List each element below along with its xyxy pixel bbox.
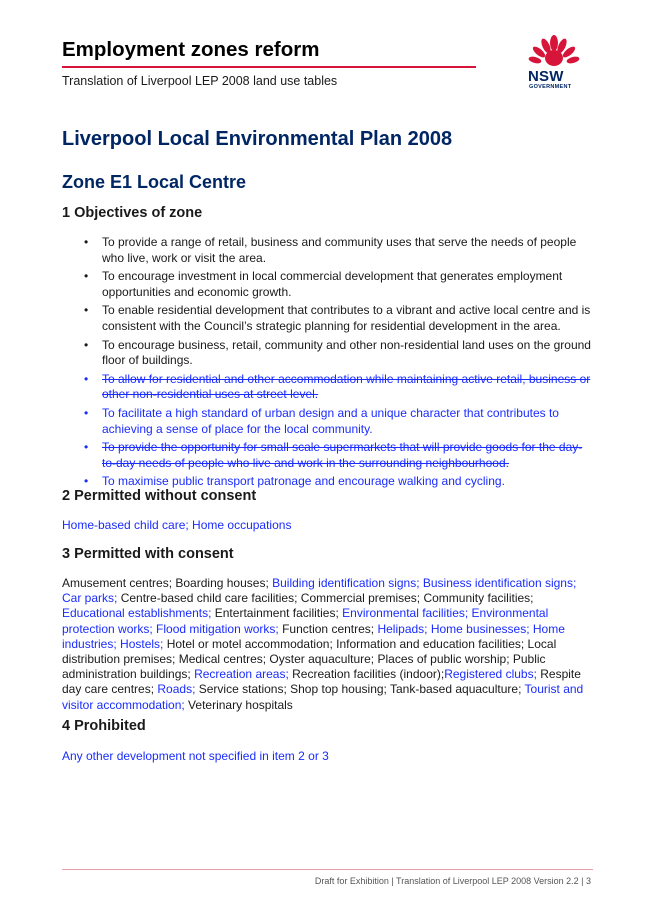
objective-item: • To enable residential development that contributes to a vibrant and active local centre and is consistent with the Council’s strategic planning for residential development in the area. [62, 303, 592, 334]
header-divider [62, 66, 476, 68]
objective-item: • To provide a range of retail, business and community uses that serve the needs of people who live, work or visit the area. [62, 235, 592, 266]
permitted-with-consent-heading: 3 Permitted with consent [62, 546, 234, 562]
use-list-segment-added: Helipads; Home businesses; Home industries; Hostels; [62, 621, 565, 651]
objective-item: • To encourage business, retail, community and other non-residential land uses on the ground floor of buildings. [62, 338, 592, 369]
use-list-segment-added: Roads; [157, 682, 196, 697]
plan-heading: Liverpool Local Environmental Plan 2008 [62, 128, 453, 150]
use-list-segment: Centre-based child care facilities; Commercial premises; Community facilities; [117, 591, 534, 606]
zone-heading: Zone E1 Local Centre [62, 172, 247, 192]
use-list-segment-added: Building identification signs; Business identification signs; Car parks; [62, 576, 577, 606]
objective-item-added: • To facilitate a high standard of urban design and a unique character that contributes to achieving a sense of place for the local community. [62, 406, 592, 437]
footer-divider [62, 869, 593, 870]
page-footer: Draft for Exhibition | Translation of Liverpool LEP 2008 Version 2.2 | 3 [314, 876, 591, 886]
objective-item-added: • To maximise public transport patronage and encourage walking and cycling. [62, 474, 592, 490]
objective-item: • To encourage investment in local commercial development that generates employment opportunities and economic growth. [62, 269, 592, 300]
use-list-segment: Function centres; [278, 621, 378, 636]
permitted-without-consent-text: Home-based child care; Home occupations [62, 518, 292, 532]
objective-item-deleted: • To allow for residential and other accommodation while maintaining active retail, business or other non-residential uses at street level. [62, 372, 592, 403]
use-list-segment: Veterinary hospitals [184, 697, 293, 712]
permitted-with-consent-text [62, 576, 592, 713]
waratah-icon [524, 34, 584, 70]
logo-subtext: GOVERNMENT [529, 84, 572, 90]
use-list-segment: Entertainment facilities; [211, 606, 343, 621]
use-list-segment-added: Recreation areas; [194, 667, 289, 682]
logo-wordmark: NSW [528, 68, 564, 85]
use-list-segment: Respite day care centres; [62, 667, 581, 697]
objectives-heading: 1 Objectives of zone [62, 205, 203, 221]
nsw-government-logo [524, 34, 584, 92]
objective-item-deleted: • To provide the opportunity for small scale supermarkets that will provide goods for the day-to-day needs of people who live and work in the surrounding neighbourhood. [62, 440, 592, 471]
use-list-segment: Hotel or motel accommodation; Information and education facilities; Local distribution premises; Medical centres; Oyster aquaculture; Places of public worship; Public administration buildings; [62, 636, 557, 682]
use-list-segment: Service stations; Shop top housing; Tank-based aquaculture; [195, 682, 525, 697]
prohibited-heading: 4 Prohibited [62, 718, 146, 734]
use-list-segment-added: Registered clubs; [444, 667, 537, 682]
use-list-segment-added: Tourist and visitor accommodation; [62, 682, 584, 712]
objectives-list [62, 235, 592, 493]
document-title: Employment zones reform [62, 38, 320, 61]
use-list-segment: Recreation facilities (indoor); [288, 667, 445, 682]
permitted-without-consent-heading: 2 Permitted without consent [62, 488, 257, 504]
use-list-segment-added: Environmental facilities; Environmental protection works; Flood mitigation works; [62, 606, 549, 636]
use-list-segment: Amusement centres; Boarding houses; [62, 576, 273, 590]
prohibited-text: Any other development not specified in item 2 or 3 [62, 749, 329, 763]
use-list-segment-added: Educational establishments; [62, 606, 212, 621]
document-subtitle: Translation of Liverpool LEP 2008 land use tables [62, 74, 338, 88]
